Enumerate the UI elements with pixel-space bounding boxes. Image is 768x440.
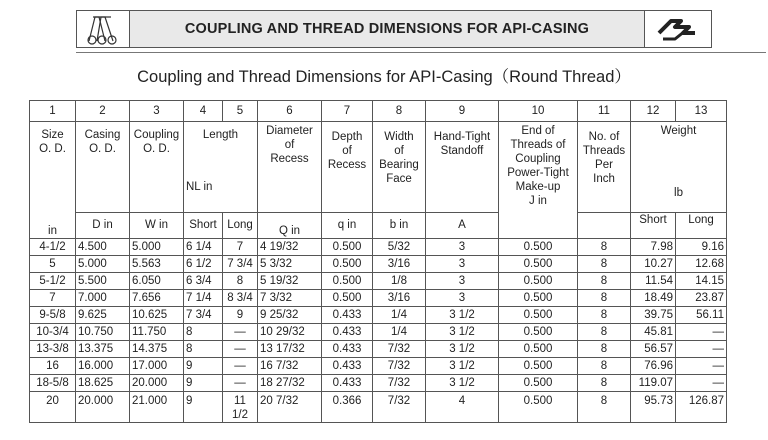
- cell-weight-long: 23.87: [676, 290, 727, 307]
- cell-coupling-od: 5.563: [130, 256, 184, 273]
- table-row: [30, 392, 727, 423]
- cell-weight-short: 10.27: [631, 256, 676, 273]
- cell-weight-long: —: [676, 341, 727, 358]
- cell-end-of-threads: 0.500: [499, 392, 578, 423]
- dimensions-table: [29, 100, 727, 423]
- cell-threads-per-inch: 8: [578, 307, 631, 324]
- cell-casing-od: 7.000: [76, 290, 130, 307]
- cell-recess-depth: 0.433: [322, 324, 373, 341]
- cell-end-of-threads: 0.500: [499, 273, 578, 290]
- column-number-row: [30, 101, 727, 122]
- header-weight: Weight lb: [631, 122, 727, 213]
- cell-casing-od: 9.625: [76, 307, 130, 324]
- title-rule: [76, 52, 766, 53]
- unit-size: in: [48, 225, 57, 237]
- cell-length-long: —: [223, 324, 258, 341]
- unit-depth-of-recess: q in: [322, 212, 373, 238]
- cell-standoff: 3: [426, 239, 499, 256]
- header-hand-tight-standoff: Hand-Tight Standoff: [426, 122, 499, 213]
- thread-logo-icon: [644, 11, 711, 47]
- cell-recess-diameter: 5 3/32: [258, 256, 322, 273]
- unit-threads-per-inch: [578, 212, 631, 238]
- cell-recess-diameter: 20 7/32: [258, 392, 322, 423]
- cell-bearing-width: 1/8: [373, 273, 426, 290]
- column-number: 4: [184, 101, 223, 122]
- cell-bearing-width: 7/32: [373, 375, 426, 392]
- cell-recess-depth: 0.433: [322, 307, 373, 324]
- cell-end-of-threads: 0.500: [499, 341, 578, 358]
- cell-recess-diameter: 16 7/32: [258, 358, 322, 375]
- table-row: [30, 307, 727, 324]
- cell-weight-long: —: [676, 324, 727, 341]
- cell-bearing-width: 5/32: [373, 239, 426, 256]
- column-number: 8: [373, 101, 426, 122]
- cell-length-long: —: [223, 358, 258, 375]
- header-diameter-of-recess: Diameter of Recess: [258, 122, 322, 213]
- table-row: [30, 273, 727, 290]
- header-width-of-bearing-face: Width of Bearing Face: [373, 122, 426, 213]
- cell-casing-od: 5.000: [76, 256, 130, 273]
- table-body: [30, 239, 727, 423]
- cell-threads-per-inch: 8: [578, 324, 631, 341]
- cell-end-of-threads: 0.500: [499, 375, 578, 392]
- unit-casing-od: D in: [76, 212, 130, 238]
- cell-recess-diameter: 13 17/32: [258, 341, 322, 358]
- cell-threads-per-inch: 8: [578, 239, 631, 256]
- cell-casing-od: 20.000: [76, 392, 130, 423]
- cell-length-short: 6 1/4: [184, 239, 223, 256]
- header-length: Length NL in: [184, 122, 258, 213]
- cell-length-long: 8: [223, 273, 258, 290]
- cell-size: 5: [30, 256, 76, 273]
- column-number: 12: [631, 101, 676, 122]
- cell-length-short: 6 1/2: [184, 256, 223, 273]
- column-number: 1: [30, 101, 76, 122]
- cell-bearing-width: 3/16: [373, 290, 426, 307]
- column-number: 9: [426, 101, 499, 122]
- unit-weight-short: Short: [631, 212, 676, 238]
- column-number: 3: [130, 101, 184, 122]
- cell-size: 18-5/8: [30, 375, 76, 392]
- cell-size: 20: [30, 392, 76, 423]
- cell-size: 4-1/2: [30, 239, 76, 256]
- table-row: [30, 341, 727, 358]
- title-banner: [76, 10, 712, 48]
- column-number: 10: [499, 101, 578, 122]
- cell-bearing-width: 7/32: [373, 392, 426, 423]
- table-row: [30, 256, 727, 273]
- cell-size: 5-1/2: [30, 273, 76, 290]
- table-subtitle: Coupling and Thread Dimensions for API-Casing（Round Thread）: [137, 68, 631, 86]
- unit-bearing-face: b in: [373, 212, 426, 238]
- cell-threads-per-inch: 8: [578, 273, 631, 290]
- header-end-of-threads: End of Threads of Coupling Power-Tight Make-up J in: [499, 122, 578, 239]
- cell-recess-depth: 0.433: [322, 375, 373, 392]
- cell-end-of-threads: 0.500: [499, 290, 578, 307]
- cell-standoff: 3 1/2: [426, 375, 499, 392]
- cell-threads-per-inch: 8: [578, 341, 631, 358]
- cell-length-short: 9: [184, 392, 223, 423]
- unit-coupling-od: W in: [130, 212, 184, 238]
- cell-weight-short: 11.54: [631, 273, 676, 290]
- cell-threads-per-inch: 8: [578, 290, 631, 307]
- cell-recess-diameter: 9 25/32: [258, 307, 322, 324]
- cell-recess-depth: 0.500: [322, 290, 373, 307]
- cell-weight-long: 12.68: [676, 256, 727, 273]
- cell-length-long: 9: [223, 307, 258, 324]
- cell-weight-short: 76.96: [631, 358, 676, 375]
- table-row: [30, 324, 727, 341]
- cell-recess-depth: 0.433: [322, 341, 373, 358]
- table-row: [30, 239, 727, 256]
- cell-bearing-width: 7/32: [373, 341, 426, 358]
- cell-casing-od: 13.375: [76, 341, 130, 358]
- unit-weight-long: Long: [676, 212, 727, 238]
- cell-casing-od: 4.500: [76, 239, 130, 256]
- cell-threads-per-inch: 8: [578, 392, 631, 423]
- unit-standoff: A: [426, 212, 499, 238]
- cell-length-long: 7 3/4: [223, 256, 258, 273]
- cell-end-of-threads: 0.500: [499, 256, 578, 273]
- cell-length-short: 8: [184, 324, 223, 341]
- cell-casing-od: 10.750: [76, 324, 130, 341]
- cell-bearing-width: 1/4: [373, 324, 426, 341]
- unit-diameter-of-recess: Q in: [258, 212, 322, 238]
- cell-coupling-od: 17.000: [130, 358, 184, 375]
- cell-length-short: 6 3/4: [184, 273, 223, 290]
- header-row: [30, 122, 727, 213]
- cell-standoff: 3: [426, 273, 499, 290]
- cell-weight-short: 119.07: [631, 375, 676, 392]
- cell-recess-depth: 0.500: [322, 239, 373, 256]
- cell-end-of-threads: 0.500: [499, 324, 578, 341]
- cell-coupling-od: 7.656: [130, 290, 184, 307]
- cell-end-of-threads: 0.500: [499, 239, 578, 256]
- cell-coupling-od: 14.375: [130, 341, 184, 358]
- cell-standoff: 3: [426, 290, 499, 307]
- cell-casing-od: 16.000: [76, 358, 130, 375]
- cell-size: 10-3/4: [30, 324, 76, 341]
- cell-standoff: 3: [426, 256, 499, 273]
- cell-length-short: 9: [184, 358, 223, 375]
- cell-size: 13-3/8: [30, 341, 76, 358]
- header-casing-od: Casing O. D.: [76, 122, 130, 213]
- cell-standoff: 3 1/2: [426, 324, 499, 341]
- cell-length-short: 7 1/4: [184, 290, 223, 307]
- header-depth-of-recess: Depth of Recess: [322, 122, 373, 213]
- cell-length-short: 9: [184, 375, 223, 392]
- column-number: 13: [676, 101, 727, 122]
- cell-casing-od: 5.500: [76, 273, 130, 290]
- cell-length-long: 11 1/2: [223, 392, 258, 423]
- table-row: [30, 290, 727, 307]
- units-row: [30, 212, 727, 238]
- cell-weight-short: 39.75: [631, 307, 676, 324]
- cell-threads-per-inch: 8: [578, 256, 631, 273]
- cell-length-long: 8 3/4: [223, 290, 258, 307]
- cell-coupling-od: 6.050: [130, 273, 184, 290]
- column-number: 6: [258, 101, 322, 122]
- cell-bearing-width: 7/32: [373, 358, 426, 375]
- header-size: Size O. D. in: [30, 122, 76, 239]
- cell-weight-long: 126.87: [676, 392, 727, 423]
- cell-recess-depth: 0.433: [322, 358, 373, 375]
- cell-coupling-od: 11.750: [130, 324, 184, 341]
- cell-length-long: —: [223, 341, 258, 358]
- column-number: 7: [322, 101, 373, 122]
- cell-bearing-width: 3/16: [373, 256, 426, 273]
- column-number: 5: [223, 101, 258, 122]
- cell-threads-per-inch: 8: [578, 375, 631, 392]
- cell-recess-depth: 0.366: [322, 392, 373, 423]
- cell-recess-diameter: 10 29/32: [258, 324, 322, 341]
- banner-title: COUPLING AND THREAD DIMENSIONS FOR API-CASING: [184, 21, 590, 37]
- cell-weight-short: 45.81: [631, 324, 676, 341]
- cell-coupling-od: 5.000: [130, 239, 184, 256]
- cell-weight-short: 56.57: [631, 341, 676, 358]
- table-row: [30, 375, 727, 392]
- cell-threads-per-inch: 8: [578, 358, 631, 375]
- header-threads-per-inch: No. of Threads Per Inch: [578, 122, 631, 213]
- cell-length-short: 8: [184, 341, 223, 358]
- cell-size: 16: [30, 358, 76, 375]
- cell-length-long: 7: [223, 239, 258, 256]
- cell-end-of-threads: 0.500: [499, 307, 578, 324]
- cell-length-short: 7 3/4: [184, 307, 223, 324]
- cell-recess-depth: 0.500: [322, 256, 373, 273]
- cell-coupling-od: 10.625: [130, 307, 184, 324]
- cell-coupling-od: 21.000: [130, 392, 184, 423]
- header-coupling-od: Coupling O. D.: [130, 122, 184, 213]
- cell-weight-short: 18.49: [631, 290, 676, 307]
- cell-bearing-width: 1/4: [373, 307, 426, 324]
- column-number: 11: [578, 101, 631, 122]
- cell-standoff: 3 1/2: [426, 307, 499, 324]
- cell-weight-long: —: [676, 375, 727, 392]
- column-number: 2: [76, 101, 130, 122]
- company-logo-icon: [77, 11, 130, 47]
- cell-weight-long: 56.11: [676, 307, 727, 324]
- cell-recess-depth: 0.500: [322, 273, 373, 290]
- cell-size: 9-5/8: [30, 307, 76, 324]
- cell-standoff: 3 1/2: [426, 341, 499, 358]
- cell-standoff: 3 1/2: [426, 358, 499, 375]
- cell-length-long: —: [223, 375, 258, 392]
- cell-recess-diameter: 7 3/32: [258, 290, 322, 307]
- unit-length-short: Short: [184, 212, 223, 238]
- table-row: [30, 358, 727, 375]
- cell-recess-diameter: 5 19/32: [258, 273, 322, 290]
- cell-coupling-od: 20.000: [130, 375, 184, 392]
- cell-weight-long: 9.16: [676, 239, 727, 256]
- cell-weight-short: 95.73: [631, 392, 676, 423]
- cell-recess-diameter: 4 19/32: [258, 239, 322, 256]
- cell-casing-od: 18.625: [76, 375, 130, 392]
- cell-weight-short: 7.98: [631, 239, 676, 256]
- cell-end-of-threads: 0.500: [499, 358, 578, 375]
- cell-weight-long: 14.15: [676, 273, 727, 290]
- unit-length-long: Long: [223, 212, 258, 238]
- cell-recess-diameter: 18 27/32: [258, 375, 322, 392]
- cell-weight-long: —: [676, 358, 727, 375]
- cell-standoff: 4: [426, 392, 499, 423]
- cell-size: 7: [30, 290, 76, 307]
